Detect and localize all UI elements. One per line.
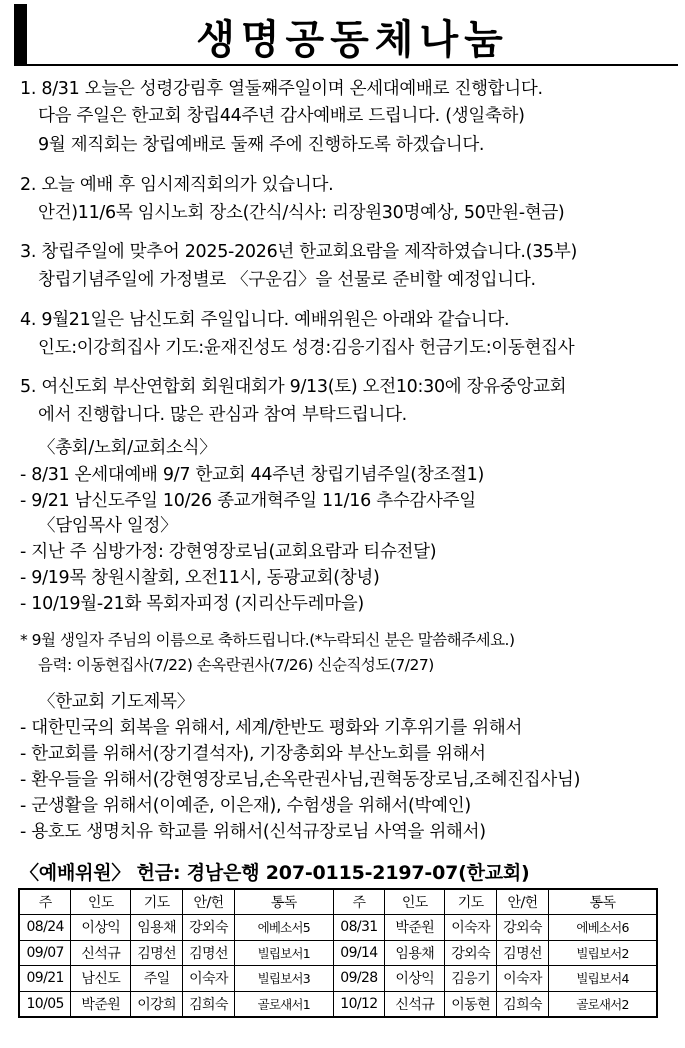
table-cell: 09/14 <box>333 940 385 966</box>
table-cell: 남신도 <box>71 966 131 992</box>
announcement-4-line-2: 인도:이강희집사 기도:윤재진성도 성경:김응기집사 헌금기도:이동현집사 <box>38 338 575 358</box>
table-cell: 이숙자 <box>497 966 549 992</box>
pastor-schedule-item-2: - 9/19목 창원시찰회, 오전11시, 동광교회(창녕) <box>20 568 380 588</box>
col-header-reading: 통독 <box>234 889 333 915</box>
table-cell: 이숙자 <box>445 915 497 941</box>
table-row <box>19 966 657 992</box>
table-cell: 빌립보서3 <box>234 966 333 992</box>
news-item-1: - 8/31 온세대예배 9/7 한교회 44주년 창립기념주일(창조절1) <box>20 465 485 485</box>
announcement-1-line-2: 다음 주일은 한교회 창립44주년 감사예배로 드립니다. (생일축하) <box>38 106 525 126</box>
table-cell: 이강희 <box>131 991 183 1017</box>
col-header-prayer: 기도 <box>131 889 183 915</box>
table-cell: 09/07 <box>19 940 71 966</box>
table-cell: 박준원 <box>71 991 131 1017</box>
table-cell: 박준원 <box>385 915 445 941</box>
col-header-week: 주 <box>19 889 71 915</box>
table-cell: 주일 <box>131 966 183 992</box>
table-cell: 강외숙 <box>445 940 497 966</box>
col-header-usher: 안/헌 <box>497 889 549 915</box>
section-heading-news: 〈총회/노회/교회소식〉 <box>38 438 217 458</box>
worship-committee-title: 〈예배위원〉 헌금: 경남은행 207-0115-2197-07(한교회) <box>20 862 530 884</box>
table-cell: 08/31 <box>333 915 385 941</box>
table-row <box>19 940 657 966</box>
announcement-2-line-2: 안건)11/6목 임시노회 장소(간식/식사: 리장원30명예상, 50만원-현금) <box>38 203 565 223</box>
col-header-prayer: 기도 <box>445 889 497 915</box>
table-cell: 이상익 <box>385 966 445 992</box>
page-title: 생명공동체나눔 <box>196 17 509 63</box>
announcement-4-line-1: 4. 9월21일은 남신도회 주일입니다. 예배위원은 아래와 같습니다. <box>20 310 510 330</box>
table-cell: 강외숙 <box>183 915 235 941</box>
table-cell: 09/28 <box>333 966 385 992</box>
table-cell: 골로새서2 <box>548 991 657 1017</box>
table-cell: 에베소서6 <box>548 915 657 941</box>
table-cell: 김명선 <box>497 940 549 966</box>
birthday-notice: * 9월 생일자 주님의 이름으로 축하드립니다.(*누락되신 분은 말씀해주세요.) <box>20 631 515 649</box>
table-cell: 에베소서5 <box>234 915 333 941</box>
announcement-1-line-3: 9월 제직회는 창립예배로 둘째 주에 진행하도록 하겠습니다. <box>38 135 485 155</box>
table-cell: 김희숙 <box>497 991 549 1017</box>
table-cell: 10/05 <box>19 991 71 1017</box>
table-cell: 빌립보서4 <box>548 966 657 992</box>
table-cell: 김희숙 <box>183 991 235 1017</box>
prayer-item-5: - 용호도 생명치유 학교를 위해서(신석규장로님 사역을 위해서) <box>20 822 486 842</box>
table-row <box>19 991 657 1017</box>
pastor-schedule-item-3: - 10/19월-21화 목회자피정 (지리산두레마을) <box>20 594 364 614</box>
table-cell: 09/21 <box>19 966 71 992</box>
pastor-schedule-item-1: - 지난 주 심방가정: 강현영장로님(교회요람과 티슈전달) <box>20 542 437 562</box>
announcement-3-line-1: 3. 창립주일에 맞추어 2025-2026년 한교회요람을 제작하였습니다.(35부) <box>20 242 577 262</box>
worship-committee-table <box>18 888 658 1018</box>
col-header-reading: 통독 <box>548 889 657 915</box>
announcement-5-line-1: 5. 여신도회 부산연합회 회원대회가 9/13(토) 오전10:30에 장유중앙교회 <box>20 377 567 397</box>
col-header-week: 주 <box>333 889 385 915</box>
table-cell: 이상익 <box>71 915 131 941</box>
table-cell: 이숙자 <box>183 966 235 992</box>
table-cell: 골로새서1 <box>234 991 333 1017</box>
header-accent-bar <box>14 4 27 66</box>
header <box>14 4 678 66</box>
col-header-usher: 안/헌 <box>183 889 235 915</box>
prayer-item-1: - 대한민국의 회복을 위해서, 세계/한반도 평화와 기후위기를 위해서 <box>20 718 523 738</box>
birthday-lunar-list: 음력: 이동현집사(7/22) 손옥란권사(7/26) 신순직성도(7/27) <box>38 656 434 674</box>
prayer-item-2: - 한교회를 위해서(장기결석자), 기장총회와 부산노회를 위해서 <box>20 744 486 764</box>
announcement-5-line-2: 에서 진행합니다. 많은 관심과 참여 부탁드립니다. <box>38 405 407 425</box>
table-row <box>19 915 657 941</box>
announcement-3-line-2: 창립기념주일에 가정별로 〈구운김〉을 선물로 준비할 예정입니다. <box>38 270 536 290</box>
col-header-leader: 인도 <box>71 889 131 915</box>
announcement-2-line-1: 2. 오늘 예배 후 임시제직회의가 있습니다. <box>20 175 334 195</box>
table-cell: 빌립보서2 <box>548 940 657 966</box>
prayer-item-4: - 군생활을 위해서(이예준, 이은재), 수험생을 위해서(박예인) <box>20 796 471 816</box>
table-cell: 빌립보서1 <box>234 940 333 966</box>
table-cell: 이동현 <box>445 991 497 1017</box>
table-cell: 김명선 <box>131 940 183 966</box>
table-cell: 신석규 <box>71 940 131 966</box>
col-header-leader: 인도 <box>385 889 445 915</box>
news-item-2: - 9/21 남신도주일 10/26 종교개혁주일 11/16 추수감사주일 <box>20 491 476 511</box>
table-cell: 김응기 <box>445 966 497 992</box>
table-cell: 신석규 <box>385 991 445 1017</box>
section-heading-prayer: 〈한교회 기도제목〉 <box>38 692 194 712</box>
table-cell: 10/12 <box>333 991 385 1017</box>
announcement-1-line-1: 1. 8/31 오늘은 성령강림후 열둘째주일이며 온세대예배로 진행합니다. <box>20 79 543 99</box>
table-header-row <box>19 889 657 915</box>
table-cell: 김명선 <box>183 940 235 966</box>
header-divider <box>14 64 678 66</box>
table-cell: 08/24 <box>19 915 71 941</box>
section-heading-pastor-schedule: 〈담임목사 일정〉 <box>38 516 178 536</box>
table-cell: 강외숙 <box>497 915 549 941</box>
table-cell: 임용채 <box>385 940 445 966</box>
table-cell: 임용채 <box>131 915 183 941</box>
prayer-item-3: - 환우들을 위해서(강현영장로님,손옥란권사님,권혁동장로님,조혜진집사님) <box>20 770 581 790</box>
